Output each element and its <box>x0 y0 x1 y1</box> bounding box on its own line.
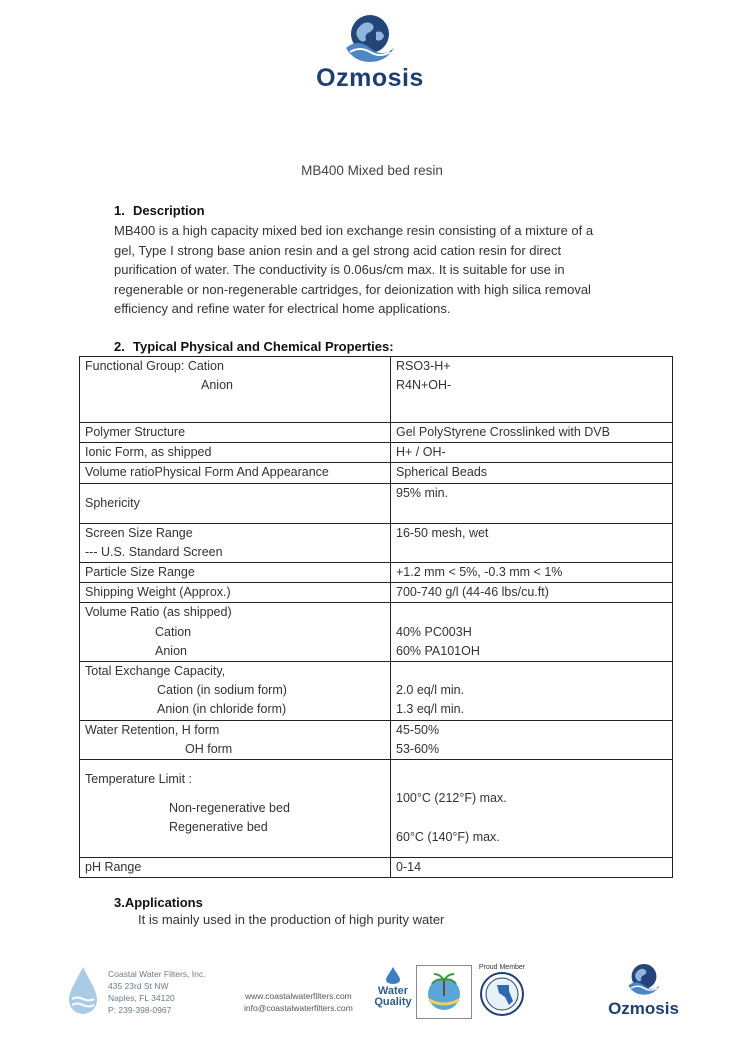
property-value: H+ / OH- <box>391 443 673 463</box>
footer-brand: Ozmosis <box>608 999 679 1018</box>
property-label: Ionic Form, as shipped <box>80 443 391 463</box>
property-value: 95% min. <box>391 483 673 523</box>
property-label: Polymer Structure <box>80 423 391 443</box>
properties-heading <box>114 339 394 354</box>
property-value: Spherical Beads <box>391 463 673 483</box>
table-row <box>80 443 673 463</box>
section-number: 1. <box>114 203 125 218</box>
property-value: 0-14 <box>391 858 673 878</box>
property-label-cell <box>80 603 391 662</box>
property-label: Temperature Limit : <box>85 772 192 787</box>
footer-contact <box>244 990 353 1014</box>
property-value: 700-740 g/l (44-46 lbs/cu.ft) <box>391 583 673 603</box>
badge-label: Proud Member <box>478 964 526 971</box>
table-row <box>80 603 673 662</box>
table-row <box>80 423 673 443</box>
header-brand: Ozmosis <box>316 64 424 92</box>
property-value-cell <box>391 603 673 662</box>
table-row <box>80 583 673 603</box>
header-logo <box>300 12 440 93</box>
property-label: OH form <box>185 741 233 756</box>
florida-seal-icon <box>479 971 525 1017</box>
property-label: Non-regenerative bed <box>169 801 290 816</box>
applications-heading: 3.Applications <box>114 895 203 910</box>
description-line: MB400 is a high capacity mixed bed ion exchange resin consisting of a mixture of a <box>114 223 594 238</box>
address-line: Coastal Water Filters, Inc. <box>108 969 206 979</box>
footer-address <box>108 968 205 1016</box>
property-label-cell <box>80 357 391 423</box>
property-value: 60% PA101OH <box>396 643 480 658</box>
property-value-cell <box>391 720 673 759</box>
description-line: purification of water. The conductivity is 0.06us/cm max. It is suitable for use in <box>114 262 565 278</box>
property-value: R4N+OH- <box>396 378 452 393</box>
property-value-cell <box>391 760 673 858</box>
property-label: Screen Size Range <box>85 525 193 540</box>
footer-logo <box>596 962 691 1019</box>
globe-water-icon <box>340 12 400 64</box>
property-label: Shipping Weight (Approx.) <box>80 583 391 603</box>
property-label-cell <box>80 662 391 721</box>
website-link[interactable]: www.coastalwaterfilters.com <box>245 991 352 1001</box>
address-line: 435 23rd St NW <box>108 981 169 991</box>
section-title: Typical Physical and Chemical Properties: <box>133 339 394 354</box>
address-line: P: 239-398-0967 <box>108 1005 172 1015</box>
section-number: 2. <box>114 339 125 354</box>
table-row <box>80 760 673 858</box>
property-label: Functional Group: Cation <box>85 359 224 373</box>
property-label: Anion <box>155 643 187 658</box>
property-label: pH Range <box>80 858 391 878</box>
property-value: 100°C (212°F) max. <box>396 791 507 806</box>
property-value: 60°C (140°F) max. <box>396 830 500 845</box>
property-value: 2.0 eq/l min. <box>396 683 465 698</box>
property-label: Anion <box>201 378 233 393</box>
association-badge <box>416 965 472 1019</box>
table-row <box>80 483 673 523</box>
water-quality-icon <box>378 966 408 984</box>
property-label: Volume Ratio (as shipped) <box>85 605 232 620</box>
proud-member-badge <box>476 964 528 1019</box>
description-heading <box>114 203 205 218</box>
table-row <box>80 463 673 483</box>
description-text <box>114 221 634 319</box>
property-value: +1.2 mm < 5%, -0.3 mm < 1% <box>391 563 673 583</box>
properties-table <box>79 356 673 878</box>
property-value: 45-50% <box>396 722 440 737</box>
description-line: regenerable or non-regenerable cartridges, for deionization with high silica removal <box>114 281 591 297</box>
property-label: Volume ratioPhysical Form And Appearance <box>80 463 391 483</box>
property-value: 16-50 mesh, wet <box>391 523 673 562</box>
table-row <box>80 720 673 759</box>
table-row <box>80 357 673 423</box>
property-value: 40% PC003H <box>396 624 472 639</box>
property-label-cell <box>80 523 391 562</box>
document-title: MB400 Mixed bed resin <box>301 163 443 178</box>
email-link[interactable]: info@coastalwaterfilters.com <box>244 1003 353 1013</box>
table-row <box>80 563 673 583</box>
address-line: Naples, FL 34120 <box>108 993 175 1003</box>
table-row <box>80 523 673 562</box>
description-line: efficiency and refine water for electrical home applications. <box>114 301 451 317</box>
section-title: Description <box>133 203 205 218</box>
applications-text: It is mainly used in the production of high purity water <box>138 912 445 927</box>
globe-water-icon <box>624 962 664 996</box>
property-value: 1.3 eq/l min. <box>396 702 465 717</box>
palm-globe-icon <box>419 966 469 1014</box>
table-row <box>80 858 673 878</box>
property-label: Cation (in sodium form) <box>157 683 287 698</box>
property-label: --- U.S. Standard Screen <box>85 544 223 559</box>
property-label-cell <box>80 720 391 759</box>
description-line: gel, Type I strong base anion resin and a gel strong acid cation resin for direct <box>114 242 562 258</box>
table-row <box>80 662 673 721</box>
property-label: Regenerative bed <box>169 820 268 835</box>
property-label: Particle Size Range <box>80 563 391 583</box>
property-value: RSO3-H+ <box>396 359 451 373</box>
property-label-cell <box>80 760 391 858</box>
property-value-cell <box>391 662 673 721</box>
property-label: Sphericity <box>80 483 391 523</box>
property-label: Anion (in chloride form) <box>157 702 287 717</box>
property-label: Cation <box>155 624 192 639</box>
property-value: Gel PolyStyrene Crosslinked with DVB <box>391 423 673 443</box>
water-drop-icon <box>66 965 100 1022</box>
property-value: 53-60% <box>396 741 440 756</box>
property-label: Total Exchange Capacity, <box>85 664 226 679</box>
badge-label: Water Quality <box>374 985 412 1008</box>
property-label: Water Retention, H form <box>85 722 220 737</box>
property-value-cell <box>391 357 673 423</box>
water-quality-badge <box>370 966 416 1008</box>
